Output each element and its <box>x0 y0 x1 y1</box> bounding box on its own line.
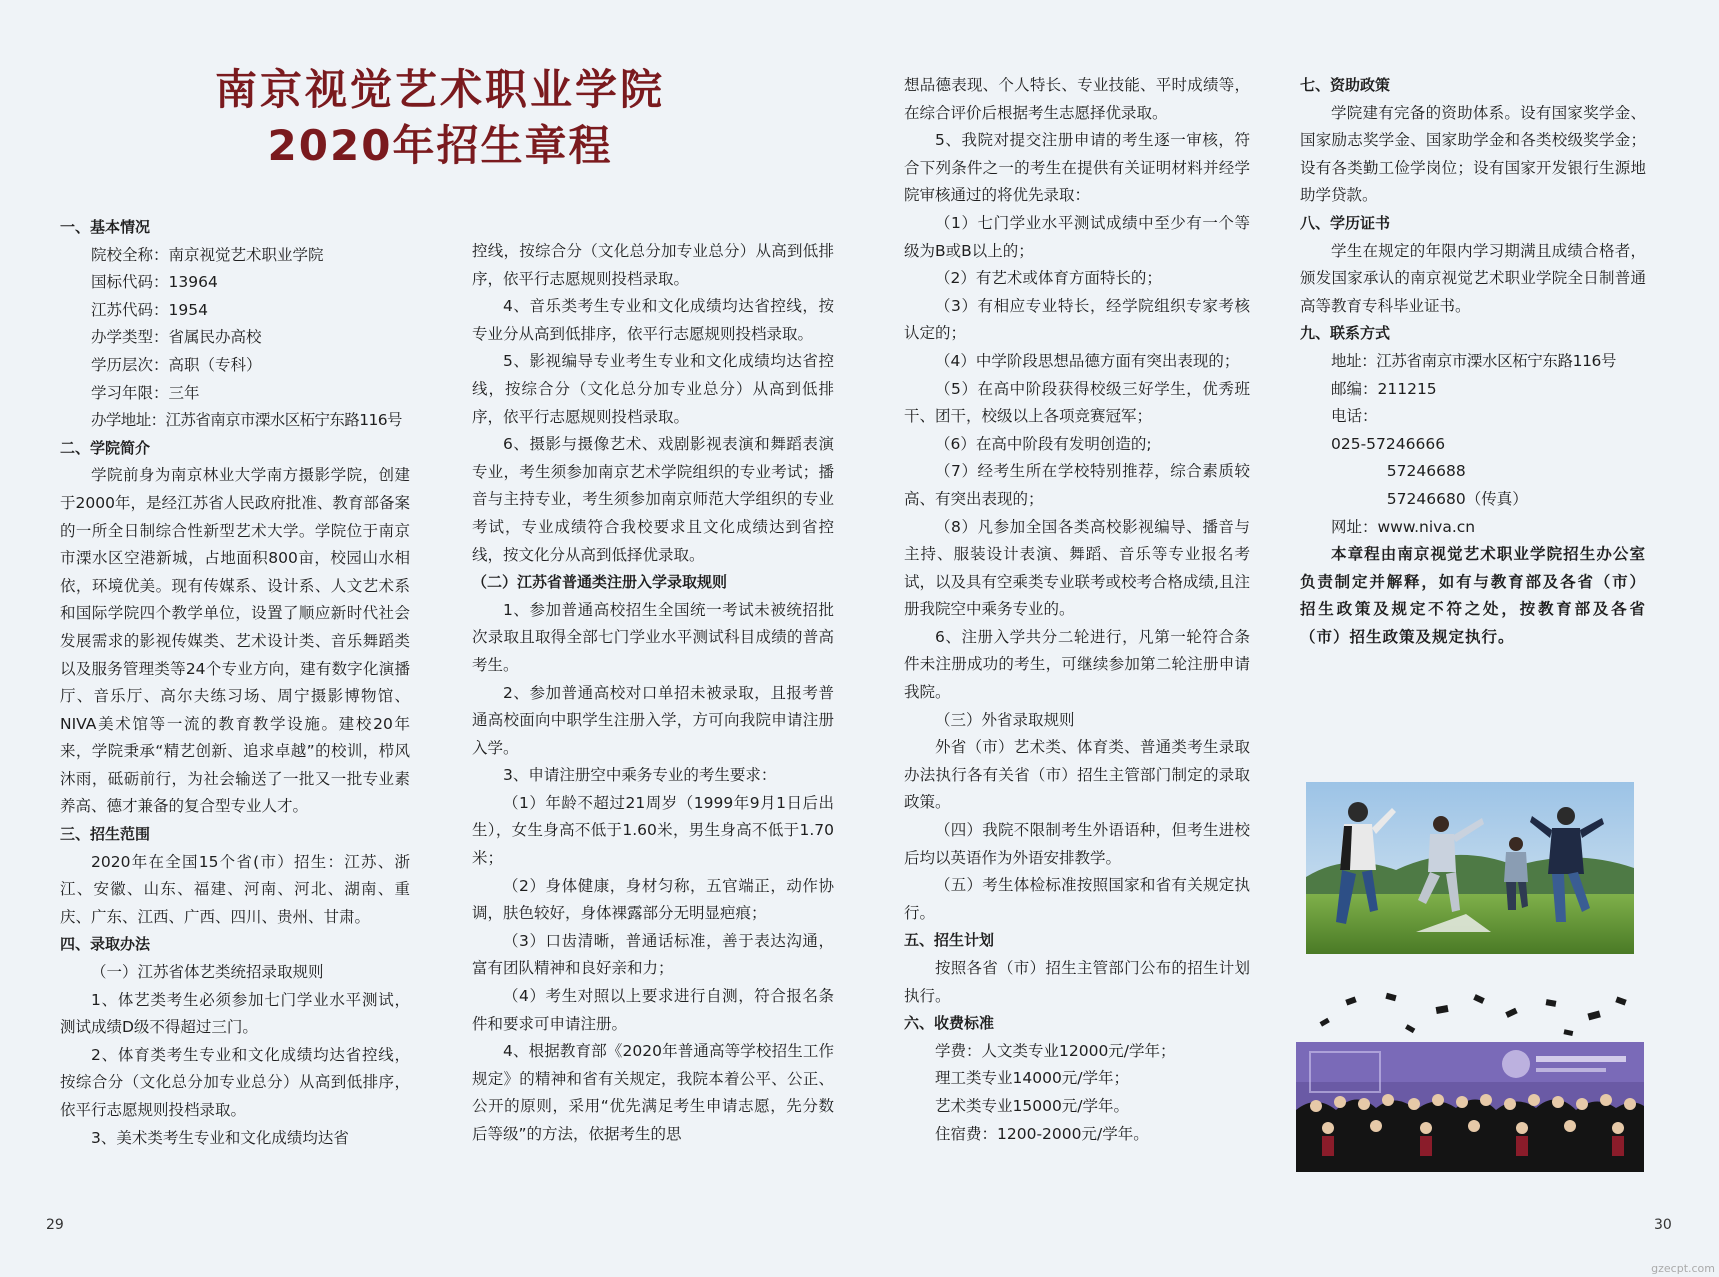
title-school-name: 南京视觉艺术职业学院 <box>214 65 665 114</box>
section-heading: 四、录取办法 <box>60 935 151 954</box>
fee-item: 住宿费：1200-2000元/学年。 <box>935 1124 1149 1143</box>
info-national-code: 国标代码：13964 <box>91 273 218 292</box>
rule-paragraph: 2、参加普通高校对口单招未被录取，且报考普通高校面向中职学生注册入学，方可向我院申请注册入学。 <box>472 683 834 757</box>
section-heading: 二、学院简介 <box>60 438 151 457</box>
subsection-heading: （三）外省录取规则 <box>935 710 1075 729</box>
requirement-item: （4）考生对照以上要求进行自测，符合报名条件和要求可申请注册。 <box>472 987 834 1033</box>
condition-item: （5）在高中阶段获得校级三好学生，优秀班干、团干，校级以上各项竞赛冠军； <box>904 379 1250 426</box>
graduation-illustration <box>1296 990 1644 1172</box>
info-address: 办学地址：江苏省南京市溧水区柘宁东路116号 <box>91 411 402 430</box>
condition-item: （4）中学阶段思想品德方面有突出表现的； <box>935 351 1240 370</box>
contact-tel-2: 57246688 <box>1386 462 1466 481</box>
condition-item: （8）凡参加全国各类高校影视编导、播音与主持、服装设计表演、舞蹈、音乐等专业报名考试，以及具有空乘类专业联考或校考合格成绩,且注册我院空中乘务专业的。 <box>904 517 1250 619</box>
requirement-item: （1）年龄不超过21周岁（1999年9月1日后出生），女生身高不低于1.60米，男生身高不低于1.70米； <box>472 793 834 868</box>
paragraph-plan: 按照各省（市）招生主管部门公布的招生计划执行。 <box>904 959 1250 1005</box>
info-level: 学历层次：高职（专科） <box>91 355 262 374</box>
rule-paragraph: 6、注册入学共分二轮进行，凡第一轮符合条件未注册成功的考生，可继续参加第二轮注册申请我院。 <box>904 627 1250 702</box>
section-heading: 三、招生范围 <box>60 825 151 844</box>
info-jiangsu-code: 江苏代码：1954 <box>91 300 208 319</box>
column-3 <box>904 72 1250 1148</box>
contact-tel-3: 57246680（传真） <box>1386 489 1528 508</box>
info-type: 办学类型：省属民办高校 <box>91 328 262 347</box>
rule-paragraph: 1、体艺类考生必须参加七门学业水平测试，测试成绩D级不得超过三门。 <box>60 990 410 1037</box>
condition-item: （3）有相应专业特长，经学院组织专家考核认定的； <box>904 296 1250 343</box>
info-years: 学习年限：三年 <box>91 383 200 402</box>
contact-website: 网址：www.niva.cn <box>1331 517 1476 536</box>
rule-paragraph: 6、摄影与摄像艺术、戏剧影视表演和舞蹈表演专业，考生须参加南京艺术学院组织的专业考试；播音与主持专业，考生须参加南京师范大学组织的专业考试，专业成绩符合我校要求且文化成绩达到省控线，按文化分从高到低择优录取。 <box>472 435 834 564</box>
section-heading: 五、招生计划 <box>904 931 995 950</box>
rule-paragraph: 4、根据教育部《2020年普通高等学校招生工作规定》的精神和省有关规定，我院本着公平、公正、公开的原则，采用“优先满足考生申请志愿，先分数后等级”的方法，依据考生的思 <box>472 1042 834 1143</box>
column-2 <box>472 238 834 1149</box>
rule-paragraph: 3、美术类考生专业和文化成绩均达省 <box>91 1128 349 1147</box>
condition-item: （7）经考生所在学校特别推荐，综合素质较高、有突出表现的； <box>904 462 1250 508</box>
requirement-item: （3）口齿清晰，普通话标准，善于表达沟通，富有团队精神和良好亲和力； <box>472 931 834 978</box>
rule-paragraph: 想品德表现、个人特长、专业技能、平时成绩等，在综合评价后根据考生志愿择优录取。 <box>904 76 1250 122</box>
condition-item: （2）有艺术或体育方面特长的； <box>935 269 1162 288</box>
rule-paragraph: 控线，按综合分（文化总分加专业总分）从高到低排序，依平行志愿规则投档录取。 <box>472 242 834 288</box>
students-jumping-photo <box>1306 782 1634 954</box>
condition-item: （1）七门学业水平测试成绩中至少有一个等级为B或B以上的； <box>904 213 1250 260</box>
fee-item: 艺术类专业15000元/学年。 <box>935 1096 1130 1115</box>
contact-tel-1: 025-57246666 <box>1331 434 1446 453</box>
closing-note: 本章程由南京视觉艺术职业学院招生办公室负责制定并解释，如有与教育部及各省（市）招生政策及规定不符之处，按教育部及各省（市）招生政策及规定执行。 <box>1300 545 1646 646</box>
rule-paragraph: 2、体育类考生专业和文化成绩均达省控线，按综合分（文化总分加专业总分）从高到低排序，依平行志愿规则投档录取。 <box>60 1045 410 1119</box>
column-4 <box>1300 72 1646 651</box>
students-jumping-illustration <box>1306 782 1634 954</box>
rule-paragraph: 5、我院对提交注册申请的考生逐一审核，符合下列条件之一的考生在提供有关证明材料并经学院审核通过的将优先录取： <box>904 131 1250 205</box>
section-heading: 六、收费标准 <box>904 1014 995 1033</box>
title-year-charter: 2020年招生章程 <box>267 121 613 170</box>
paragraph-aid: 学院建有完备的资助体系。设有国家奖学金、国家励志奖学金、国家助学金和各类校级奖学金；设有各类勤工俭学岗位；设有国家开发银行生源地助学贷款。 <box>1300 103 1646 205</box>
rule-paragraph: 3、申请注册空中乘务专业的考生要求： <box>503 766 777 785</box>
subsection-paragraph: （四）我院不限制考生外语语种，但考生进校后均以英语作为外语安排教学。 <box>904 821 1250 867</box>
section-heading: 九、联系方式 <box>1300 324 1391 343</box>
condition-item: （6）在高中阶段有发明创造的; <box>935 434 1152 453</box>
info-full-name: 院校全称：南京视觉艺术职业学院 <box>91 245 324 264</box>
paragraph-intro: 学院前身为南京林业大学南方摄影学院，创建于2000年，是经江苏省人民政府批准、教育部备案的一所全日制综合性新型艺术大学。学院位于南京市溧水区空港新城，占地面积800亩，校园山水相依，环境优美。现有传媒系、设计系、人文艺术系和国际学院四个教学单位，设置了顺应新时代社会发展需求的影视传媒类、艺术设计类、音乐舞蹈类以及服务管理类等24个专业方向，建有数字化演播厅、音乐厅、高尔夫练习场、周宁摄影博物馆、NIVA美术馆等一流的教育教学设施。建校20年来，学院秉承“精艺创新、追求卓越”的校训，栉风沐雨，砥砺前行，为社会输送了一批又一批专业素养高、德才兼备的复合型专业人才。 <box>60 466 410 816</box>
subsection-heading: （二）江苏省普通类注册入学录取规则 <box>472 573 728 592</box>
contact-address: 地址：江苏省南京市溧水区柘宁东路116号 <box>1331 351 1617 370</box>
contact-zip: 邮编：211215 <box>1331 379 1437 398</box>
watermark: gzecpt.com <box>1651 1262 1715 1275</box>
section-heading: 一、基本情况 <box>60 218 151 236</box>
graduation-photo <box>1296 990 1644 1172</box>
rule-paragraph: 外省（市）艺术类、体育类、普通类考生录取办法执行各有关省（市）招生主管部门制定的录取政策。 <box>904 738 1250 812</box>
requirement-item: （2）身体健康，身材匀称，五官端正，动作协调，肤色较好，身体裸露部分无明显疤痕； <box>472 876 834 923</box>
subsection-heading: （一）江苏省体艺类统招录取规则 <box>91 963 324 982</box>
page-number-right: 30 <box>1654 1217 1672 1233</box>
section-heading: 七、资助政策 <box>1300 76 1391 94</box>
subsection-paragraph: （五）考生体检标准按照国家和省有关规定执行。 <box>904 876 1250 922</box>
fee-item: 理工类专业14000元/学年； <box>935 1069 1130 1088</box>
paragraph-scope: 2020年在全国15个省(市）招生：江苏、浙江、安徽、山东、福建、河南、河北、湖南、重庆、广东、江西、广西、四川、贵州、甘肃。 <box>60 852 410 926</box>
contact-tel-label: 电话： <box>1331 407 1378 426</box>
page-number-left: 29 <box>46 1217 64 1233</box>
page-title <box>150 62 730 174</box>
rule-paragraph: 5、影视编导专业考生专业和文化成绩均达省控线，按综合分（文化总分加专业总分）从高到低排序，依平行志愿规则投档录取。 <box>472 352 834 426</box>
section-heading: 八、学历证书 <box>1300 213 1391 232</box>
paragraph-certificate: 学生在规定的年限内学习期满且成绩合格者，颁发国家承认的南京视觉艺术职业学院全日制普通高等教育专科毕业证书。 <box>1300 241 1646 315</box>
rule-paragraph: 4、音乐类考生专业和文化成绩均达省控线，按专业分从高到低排序，依平行志愿规则投档录取。 <box>472 297 834 343</box>
column-1 <box>60 214 410 1152</box>
fee-item: 学费：人文类专业12000元/学年； <box>935 1041 1176 1060</box>
rule-paragraph: 1、参加普通高校招生全国统一考试未被统招批次录取且取得全部七门学业水平测试科目成绩的普高考生。 <box>472 600 834 674</box>
